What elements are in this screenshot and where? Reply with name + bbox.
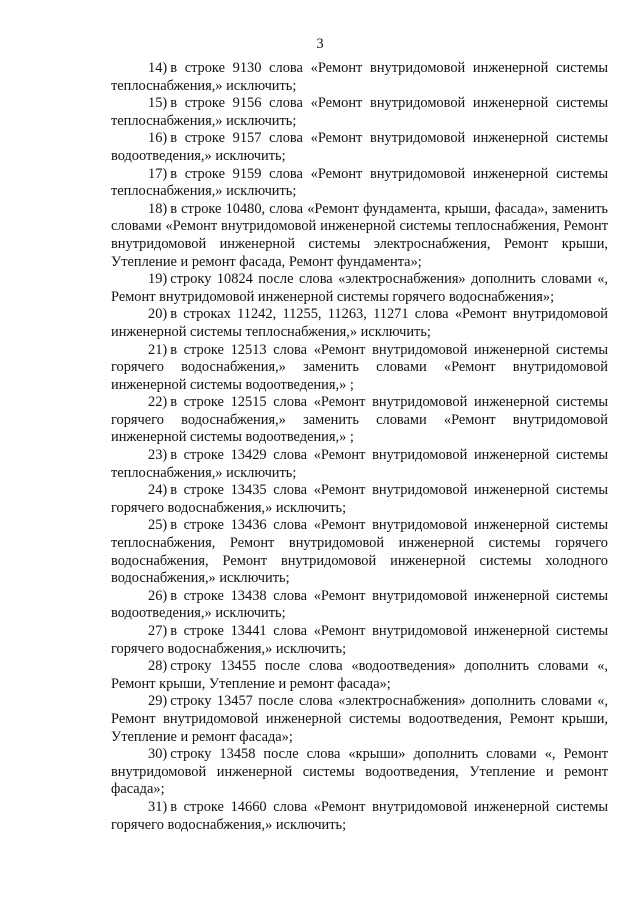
list-item	[111, 166, 608, 201]
item-text: в строке 13441 слова «Ремонт внутридомовой инженерной системы горячего водоснабжения,» исключить;	[111, 623, 608, 657]
item-text: в строке 14660 слова «Ремонт внутридомовой инженерной системы горячего водоснабжения,» исключить;	[111, 798, 608, 833]
item-number: 18)	[148, 200, 168, 217]
list-item	[111, 799, 608, 834]
list-item	[111, 130, 608, 165]
item-number: 19)	[148, 271, 168, 288]
list-item	[111, 95, 608, 130]
item-text: в строке 9159 слова «Ремонт внутридомовой инженерной системы теплоснабжения,» исключить;	[111, 165, 608, 200]
item-text: строку 13455 после слова «водоотведения» дополнить словами «, Ремонт крыши, Утепление и ремонт фасада»;	[111, 658, 608, 692]
item-text: строку 13458 после слова «крыши» дополнить словами «, Ремонт внутридомовой инженерной системы водоотведения, Утепление и ремонт фасада»;	[111, 746, 608, 798]
list-item	[111, 658, 608, 693]
item-number: 26)	[148, 587, 168, 604]
item-text: в строке 9156 слова «Ремонт внутридомовой инженерной системы теплоснабжения,» исключить;	[111, 95, 608, 129]
list-item	[111, 517, 608, 587]
item-number: 16)	[148, 130, 168, 147]
list-item	[111, 60, 608, 95]
list-item	[111, 342, 608, 395]
item-text: в строке 9157 слова «Ремонт внутридомовой инженерной системы водоотведения,» исключить;	[111, 130, 608, 164]
item-text: в строках 11242, 11255, 11263, 11271 слова «Ремонт внутридомовой инженерной системы теплоснабжения,» исключить;	[111, 306, 608, 340]
item-number: 22)	[148, 394, 168, 411]
document-body	[111, 60, 608, 834]
item-number: 20)	[148, 306, 168, 323]
list-item	[111, 271, 608, 306]
item-number: 15)	[148, 95, 168, 112]
item-number: 17)	[148, 165, 168, 182]
list-item	[111, 588, 608, 623]
item-number: 25)	[148, 517, 168, 534]
item-number: 30)	[148, 746, 168, 763]
item-number: 14)	[148, 60, 168, 76]
list-item	[111, 746, 608, 799]
item-text: в строке 13429 слова «Ремонт внутридомовой инженерной системы теплоснабжения,» исключить;	[111, 447, 608, 481]
list-item	[111, 693, 608, 746]
list-item	[111, 482, 608, 517]
item-text: в строке 10480, слова «Ремонт фундамента, крыши, фасада», заменить словами «Ремонт внутридомовой инженерной системы теплоснабжения, Ремонт внутридомовой инженерной системы электроснабжения, Ремонт крыши, Утепление и ремонт фасада, Ремонт фундамента»;	[111, 200, 608, 270]
list-item	[111, 623, 608, 658]
item-number: 24)	[148, 482, 168, 499]
list-item	[111, 394, 608, 447]
list-item	[111, 447, 608, 482]
item-text: строку 10824 после слова «электроснабжения» дополнить словами «, Ремонт внутридомовой инженерной системы горячего водоснабжения»;	[111, 271, 608, 305]
page-number: 3	[316, 36, 324, 52]
item-number: 29)	[148, 693, 168, 710]
item-number: 23)	[148, 447, 168, 464]
item-text: в строке 13436 слова «Ремонт внутридомовой инженерной системы теплоснабжения, Ремонт внутридомовой инженерной системы горячего водоснабжения, Ремонт внутридомовой инженерной системы холодного водоснабжения,» исключить;	[111, 517, 608, 587]
item-text: в строке 13435 слова «Ремонт внутридомовой инженерной системы горячего водоснабжения,» исключить;	[111, 482, 608, 516]
item-number: 28)	[148, 658, 168, 675]
item-number: 31)	[148, 798, 168, 815]
item-number: 21)	[148, 341, 168, 358]
item-text: в строке 13438 слова «Ремонт внутридомовой инженерной системы водоотведения,» исключить;	[111, 587, 608, 622]
item-text: в строке 9130 слова «Ремонт внутридомовой инженерной системы теплоснабжения,» исключить;	[111, 60, 608, 94]
item-text: в строке 12513 слова «Ремонт внутридомовой инженерной системы горячего водоснабжения,» заменить словами «Ремонт внутридомовой инженерной системы водоотведения,» ;	[111, 341, 608, 393]
item-number: 27)	[148, 623, 168, 639]
item-text: строку 13457 после слова «электроснабжения» дополнить словами «, Ремонт внутридомовой инженерной системы водоотведения, Ремонт крыши, Утепление и ремонт фасада»;	[111, 693, 608, 745]
item-text: в строке 12515 слова «Ремонт внутридомовой инженерной системы горячего водоснабжения,» заменить словами «Ремонт внутридомовой инженерной системы водоотведения,» ;	[111, 394, 608, 446]
list-item	[111, 201, 608, 271]
list-item	[111, 306, 608, 341]
